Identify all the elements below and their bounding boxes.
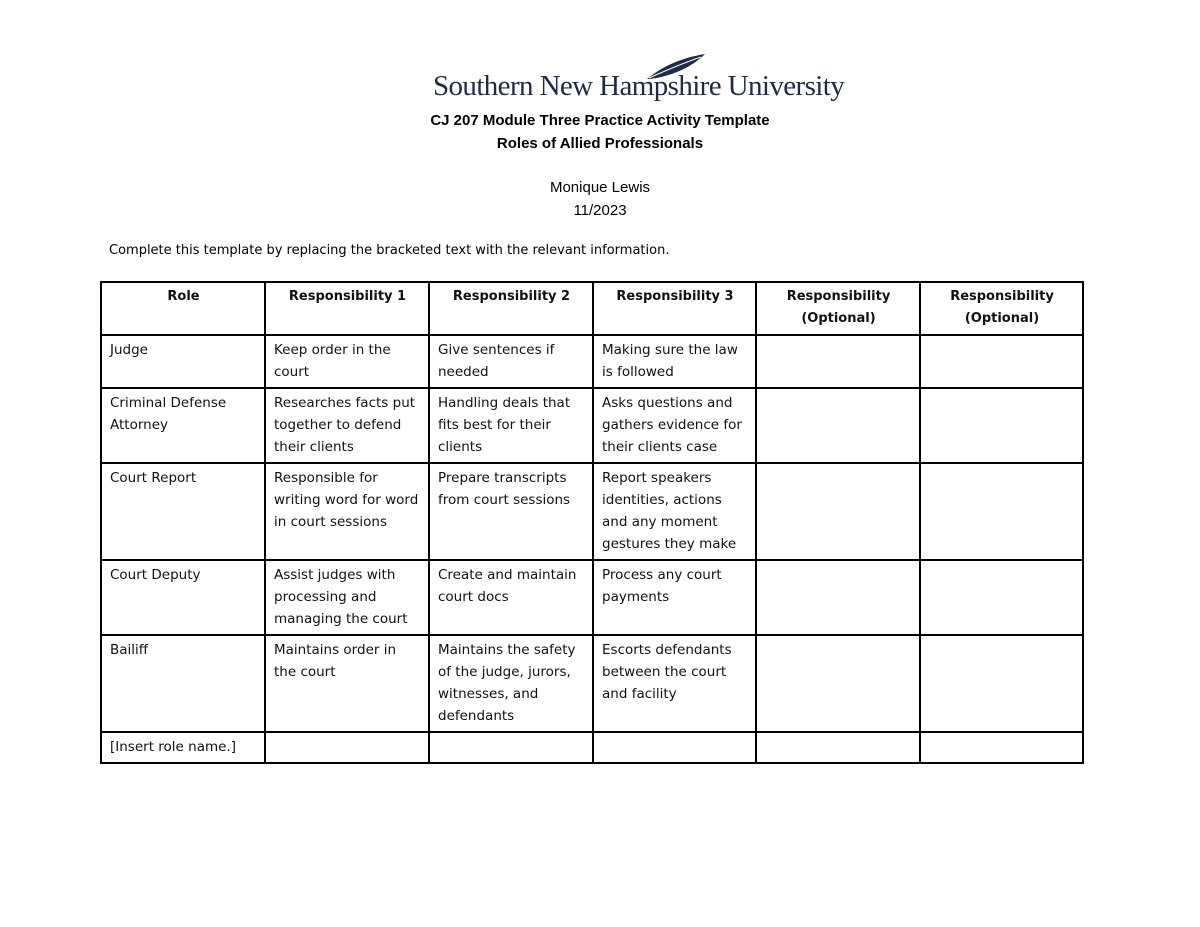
table-cell[interactable] <box>265 732 429 763</box>
table-cell[interactable] <box>920 463 1083 560</box>
table-cell-role[interactable]: Criminal Defense Attorney <box>101 388 265 463</box>
header-cell-role: Role <box>101 282 265 335</box>
document-subtitle: Roles of Allied Professionals <box>496 135 704 152</box>
header-cell-responsibility-optional-2: Responsibility (Optional) <box>920 282 1083 335</box>
header-cell-responsibility-2: Responsibility 2 <box>429 282 593 335</box>
table-cell[interactable]: Researches facts put together to defend their clients <box>265 388 429 463</box>
header-cell-responsibility-optional-1: Responsibility (Optional) <box>756 282 920 335</box>
table-row <box>101 388 1083 463</box>
table-cell-role[interactable]: Bailiff <box>101 635 265 732</box>
table-cell[interactable]: Keep order in the court <box>265 335 429 388</box>
table-row <box>101 635 1083 732</box>
university-logo <box>433 52 845 102</box>
table-cell[interactable]: Escorts defendants between the court and facility <box>593 635 756 732</box>
table-cell[interactable]: Responsible for writing word for word in court sessions <box>265 463 429 560</box>
table-cell[interactable]: Process any court payments <box>593 560 756 635</box>
instructions-text: Complete this template by replacing the bracketed text with the relevant information. <box>109 243 670 258</box>
table-cell[interactable] <box>920 560 1083 635</box>
table-cell[interactable]: Maintains the safety of the judge, jurors, witnesses, and defendants <box>429 635 593 732</box>
table-cell[interactable] <box>756 560 920 635</box>
header-cell-responsibility-3: Responsibility 3 <box>593 282 756 335</box>
table-cell[interactable]: Asks questions and gathers evidence for their clients case <box>593 388 756 463</box>
table-cell[interactable] <box>756 732 920 763</box>
table-cell[interactable] <box>920 335 1083 388</box>
table-cell[interactable] <box>756 388 920 463</box>
table-cell[interactable]: Handling deals that fits best for their clients <box>429 388 593 463</box>
table-cell[interactable]: Prepare transcripts from court sessions <box>429 463 593 560</box>
logo-wordmark: Southern New Hampshire University <box>433 70 845 102</box>
table-cell[interactable] <box>756 635 920 732</box>
table-cell[interactable] <box>756 463 920 560</box>
table-cell-role[interactable]: Judge <box>101 335 265 388</box>
table-cell[interactable]: Create and maintain court docs <box>429 560 593 635</box>
document-title: CJ 207 Module Three Practice Activity Template <box>430 112 770 129</box>
table-cell[interactable] <box>920 732 1083 763</box>
table-cell[interactable]: Assist judges with processing and managing the court <box>265 560 429 635</box>
table-row <box>101 732 1083 763</box>
table-cell[interactable] <box>756 335 920 388</box>
table-cell-role[interactable]: [Insert role name.] <box>101 732 265 763</box>
table-header-row <box>101 282 1083 335</box>
table-cell[interactable]: Report speakers identities, actions and any moment gestures they make <box>593 463 756 560</box>
table-cell[interactable]: Maintains order in the court <box>265 635 429 732</box>
table-cell[interactable] <box>920 388 1083 463</box>
table-cell[interactable]: Give sentences if needed <box>429 335 593 388</box>
table-row <box>101 463 1083 560</box>
header-cell-responsibility-1: Responsibility 1 <box>265 282 429 335</box>
roles-table <box>100 281 1084 764</box>
table-cell-role[interactable]: Court Report <box>101 463 265 560</box>
table-cell[interactable]: Making sure the law is followed <box>593 335 756 388</box>
author-name: Monique Lewis <box>549 179 651 196</box>
table-cell-role[interactable]: Court Deputy <box>101 560 265 635</box>
table-row <box>101 335 1083 388</box>
document-date: 11/2023 <box>573 202 627 219</box>
table-cell[interactable] <box>920 635 1083 732</box>
table-row <box>101 560 1083 635</box>
table-cell[interactable] <box>593 732 756 763</box>
table-cell[interactable] <box>429 732 593 763</box>
